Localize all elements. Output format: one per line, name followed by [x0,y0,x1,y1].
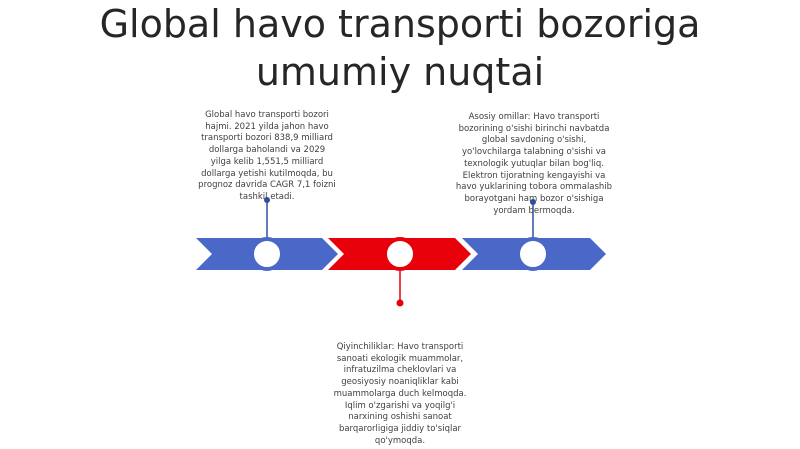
milestone-text-3: Asosiy omillar: Havo transporti bozorining o'sishi birinchi navbatda global savdoning o'sishi, yo'lovchilarga talabning o'sishi va texnologik yutuqlar bilan bog'liq. Elektron tijoratning kengayishi va havo yuklarining tobora ommalashib borayotgani ham bozor o'sishiga yordam bermoqda. [455,112,613,216]
connector-dot-2 [397,300,404,307]
milestone-text-1: Global havo transporti bozori hajmi. 2021 yilda jahon havo transporti bozori 838,9 milliard dollarga baholandi va 2029 yilga kelib 1,551,5 milliard dollarga yetishi kutilmoqda, bu prognoz davrida CAGR 7,1 foizni tashkil etadi. [198,110,336,202]
milestone-text-2: Qiyinchiliklar: Havo transporti sanoati ekologik muammolar, infratuzilma cheklovlari va geosiyosiy noaniqliklar kabi muammolarga duch kelmoqda. Iqlim o'zgarishi va yoqilg'i narxining oshishi sanoat barqarorligiga jiddiy to'siqlar qo'ymoqda. [333,342,467,446]
milestone-circle-1 [252,239,282,269]
milestone-circle-2 [385,239,415,269]
slide-title: Global havo transporti bozoriga umumiy nuqtai [99,2,701,94]
milestone-circle-3 [518,239,548,269]
